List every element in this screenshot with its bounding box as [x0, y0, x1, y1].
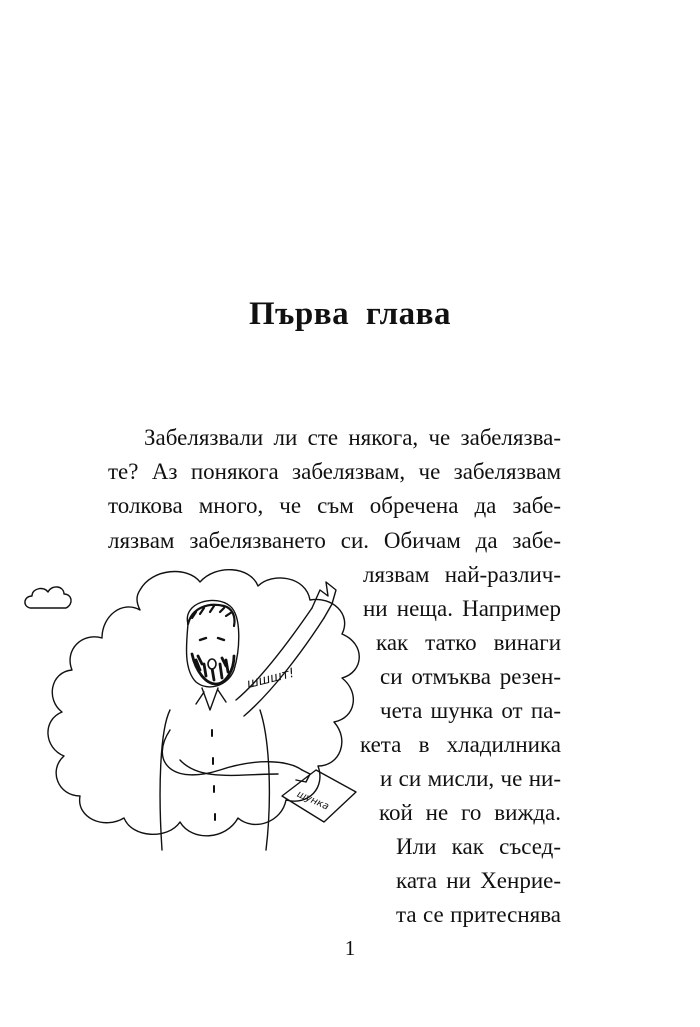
text-line: толкова много, че съм обречена да забе-	[108, 493, 561, 518]
text-line: кой не го вижда.	[379, 800, 561, 825]
text-line: те? Аз понякога забелязвам, че забелязвам	[108, 459, 561, 484]
text-line: чета шунка от па-	[380, 698, 561, 723]
package-label: шунка	[295, 788, 331, 813]
open-mouth	[208, 659, 216, 669]
ham-package	[282, 770, 356, 822]
text-line: и си мисли, че ни-	[380, 766, 561, 791]
dad-sketch-illustration	[20, 560, 380, 900]
page-number: 1	[344, 936, 356, 960]
text-line: ката ни Хенрие-	[396, 868, 561, 893]
eyes	[200, 638, 224, 640]
text-line: си отмъква резен-	[380, 664, 561, 689]
lower-arm	[162, 730, 302, 775]
text-line: как татко винаги	[376, 630, 561, 655]
hair-scribble	[188, 605, 235, 626]
torso-outline	[160, 710, 269, 850]
text-line: Забелязвали ли сте някога, че забелязва-	[144, 425, 561, 450]
text-line: та се притеснява	[396, 902, 561, 927]
small-cloud-icon	[25, 587, 71, 608]
text-line: кета в хладилника	[360, 732, 561, 757]
text-line: ни неща. Например	[363, 596, 561, 621]
chapter-title: Първа глава	[249, 296, 451, 332]
text-line: лязвам забелязването си. Обичам да забе-	[108, 528, 561, 553]
text-line: Или как съсед-	[396, 834, 561, 859]
raised-arm	[236, 608, 324, 716]
speech-text: шшшт!	[245, 665, 296, 693]
collar	[196, 688, 226, 710]
text-line: лязвам най-различ-	[363, 562, 561, 587]
